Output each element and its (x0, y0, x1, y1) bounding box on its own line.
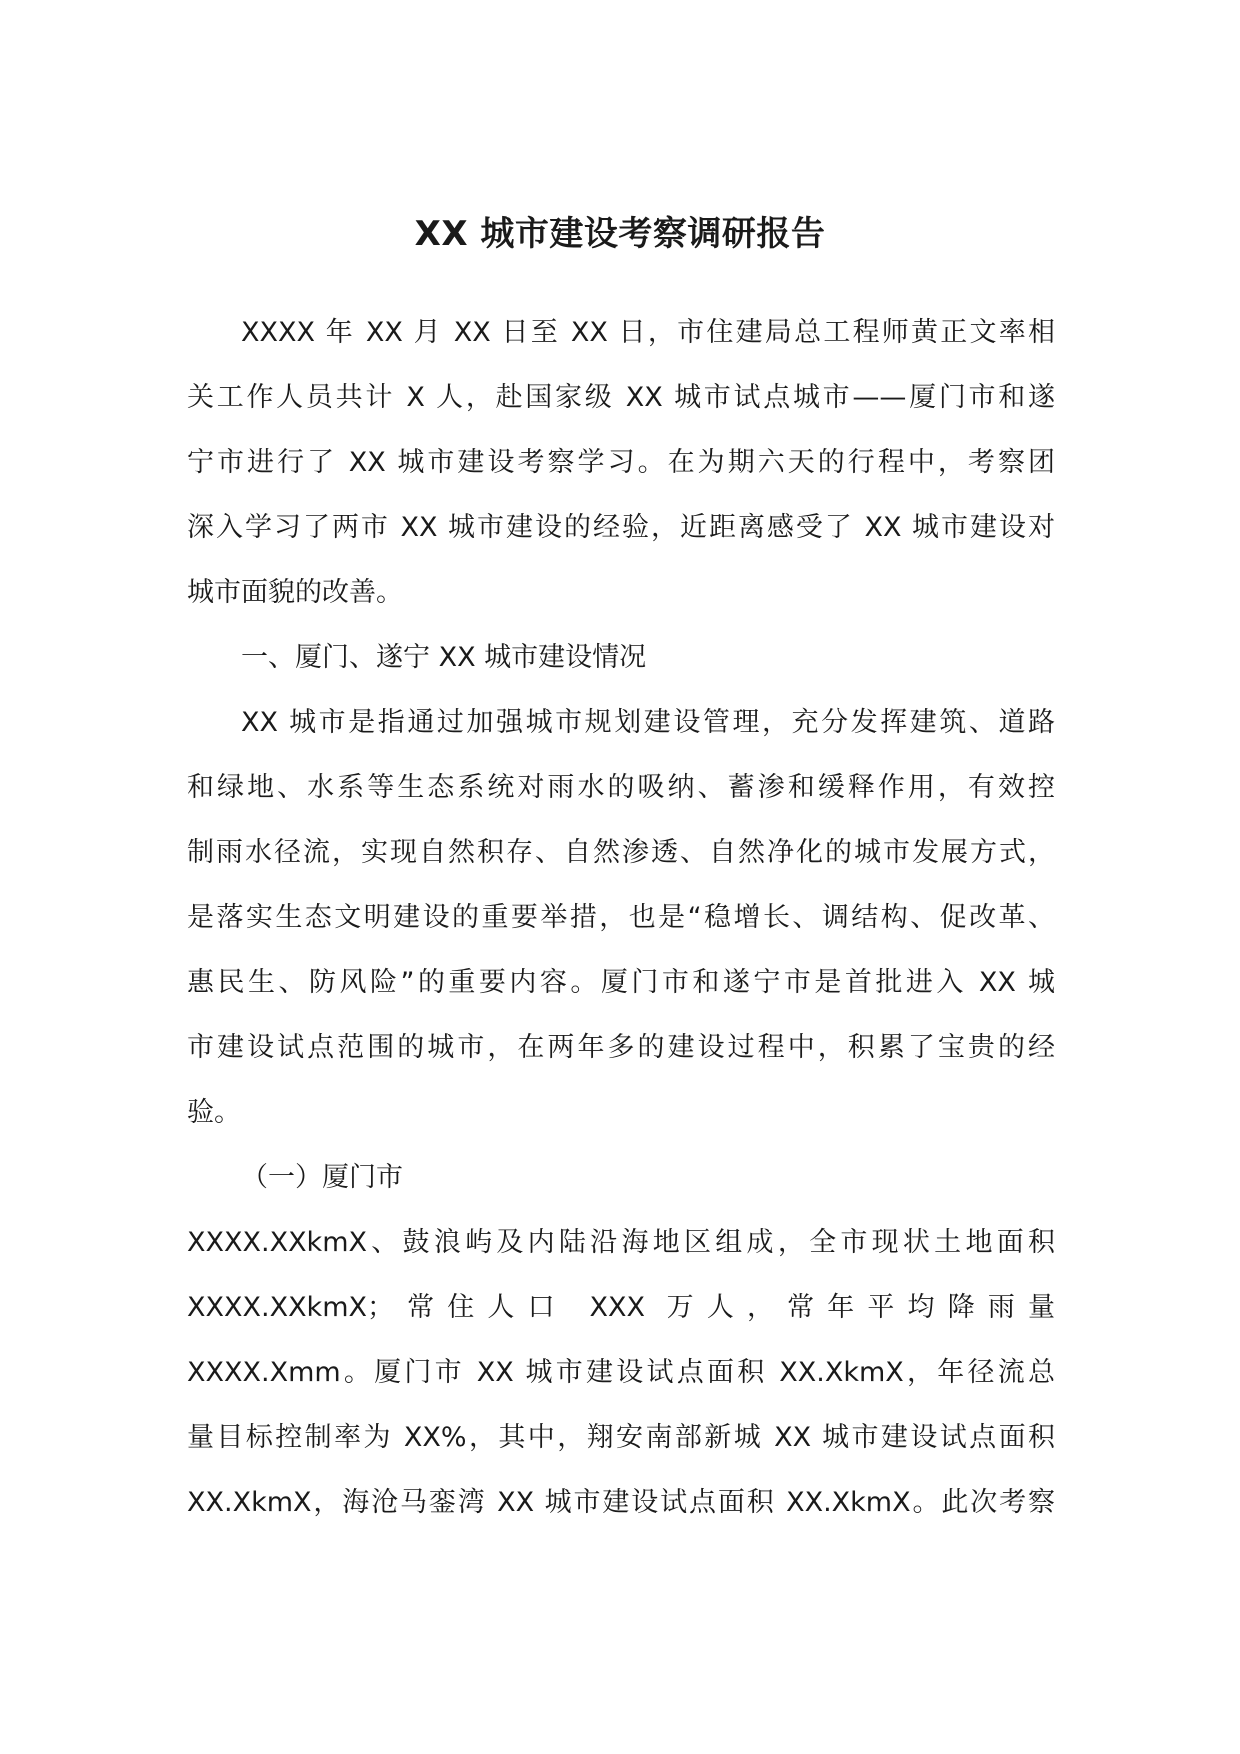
text-line: XXXX.XXkmX；常住人口 XXX 万人，常年平均降雨量 (187, 1292, 1055, 1323)
text-line: 市建设试点范围的城市，在两年多的建设过程中，积累了宝贵的经 (187, 1032, 1055, 1063)
xiamen-paragraph (187, 1210, 1055, 1535)
section1-paragraph (187, 690, 1055, 1145)
text-line: 验。 (187, 1097, 241, 1128)
text-line: 是落实生态文明建设的重要举措，也是“稳增长、调结构、促改革、 (187, 902, 1055, 933)
document-body (187, 300, 1055, 1535)
text-line: XXXX.Xmm。厦门市 XX 城市建设试点面积 XX.XkmX，年径流总 (187, 1357, 1055, 1388)
text-line: 关工作人员共计 X 人，赴国家级 XX 城市试点城市——厦门市和遂 (187, 382, 1055, 413)
text-line: XXXX.XXkmX、鼓浪屿及内陆沿海地区组成，全市现状土地面积 (187, 1227, 1055, 1258)
document-title: XX 城市建设考察调研报告 (414, 214, 826, 254)
text-line: 量目标控制率为 XX%，其中，翔安南部新城 XX 城市建设试点面积 (187, 1422, 1055, 1453)
text-line: XX.XkmX，海沧马銮湾 XX 城市建设试点面积 XX.XkmX。此次考察 (187, 1487, 1055, 1518)
text-line: 城市面貌的改善。 (187, 577, 403, 608)
text-line: 深入学习了两市 XX 城市建设的经验，近距离感受了 XX 城市建设对 (187, 512, 1055, 543)
text-line: 制雨水径流，实现自然积存、自然渗透、自然净化的城市发展方式， (187, 837, 1055, 868)
text-line: XX 城市是指通过加强城市规划建设管理，充分发挥建筑、道路 (241, 707, 1055, 738)
text-line: XXXX 年 XX 月 XX 日至 XX 日，市住建局总工程师黄正文率相 (241, 317, 1055, 348)
text-line: 和绿地、水系等生态系统对雨水的吸纳、蓄渗和缓释作用，有效控 (187, 772, 1055, 803)
intro-paragraph (187, 300, 1055, 625)
subsection-heading: （一）厦门市 (241, 1162, 403, 1193)
text-line: 宁市进行了 XX 城市建设考察学习。在为期六天的行程中，考察团 (187, 447, 1055, 478)
section-heading: 一、厦门、遂宁 XX 城市建设情况 (241, 642, 647, 673)
text-line: 惠民生、防风险”的重要内容。厦门市和遂宁市是首批进入 XX 城 (187, 967, 1055, 998)
